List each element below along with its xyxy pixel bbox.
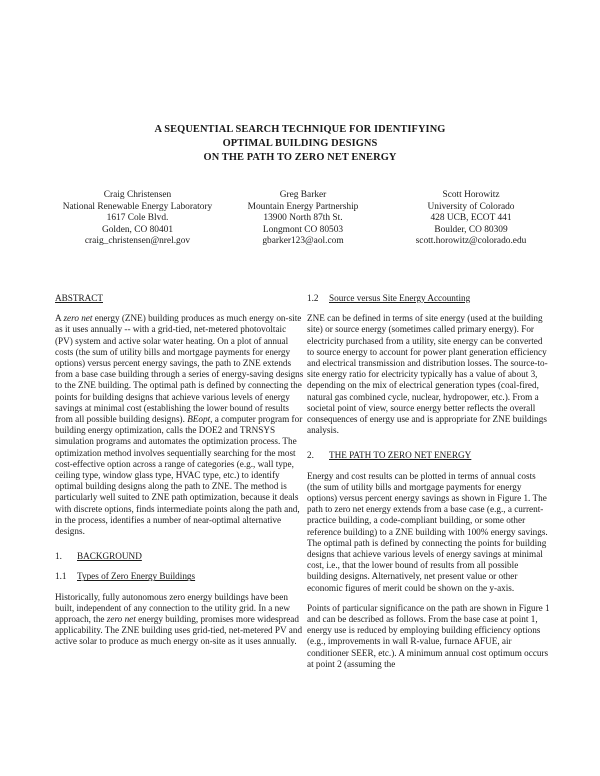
section-2-paragraph: Points of particular significance on the path are shown in Figure 1 and can be described as follows. From the base case at point 1, energy use is reduced by employing building efficiency options (e.g., improvements in wall R-value, furnace AFUE, air conditioner SEER, etc.). A minimum annual cost optimum occurs at point 2 (assuming the xyxy=(307,602,550,669)
author-address: Golden, CO 80401 xyxy=(101,224,174,235)
author-block xyxy=(55,190,220,248)
title-line: ON THE PATH TO ZERO NET ENERGY xyxy=(203,152,397,163)
section-1-heading xyxy=(55,551,305,562)
author-org: National Renewable Energy Laboratory xyxy=(62,201,213,212)
section-1-2-heading xyxy=(307,293,551,304)
section-number: 2. xyxy=(307,450,314,461)
author-email: scott.horowitz@colorado.edu xyxy=(415,236,527,247)
section-title: Source versus Site Energy Accounting xyxy=(329,293,471,303)
body-text: Historically, fully autonomous zero energy buildings have been built, independent of any connection to the utility grid. In a new approach, the xyxy=(55,591,290,625)
author-address: 428 UCB, ECOT 441 xyxy=(430,213,512,224)
author-address: 1617 Cole Blvd. xyxy=(106,213,169,224)
abstract-heading xyxy=(55,293,305,304)
author-name: Scott Horowitz xyxy=(442,190,500,200)
author-block xyxy=(243,190,363,248)
author-org: Mountain Energy Partnership xyxy=(247,201,359,212)
author-email: craig_christensen@nrel.gov xyxy=(84,236,191,247)
section-2-paragraph: Energy and cost results can be plotted in terms of annual costs (the sum of utility bills and mortgage payments for energy options) versus percent energy savings as shown in Figure 1. The path to zero net energy extends from a base case (e.g., a current-practice building, a code-compliant building, or some other reference building) to a ZNE building with 100% energy savings. The optimal path is defined by connecting the points for building designs that achieve various levels of energy savings at minimal cost, i.e., that the lower bound of results from all possible building designs. Alternatively, net present value or other economic figures of merit could be shown on the y-axis. xyxy=(307,470,548,593)
abstract-italic-term: BEopt xyxy=(187,414,211,425)
author-address: Boulder, CO 80309 xyxy=(434,224,508,235)
section-title: Types of Zero Energy Buildings xyxy=(77,571,196,582)
section-1-2-body: ZNE can be defined in terms of site energy (used at the building site) or source energy (sometimes called primary energy). For electricity purchased from a utility, site energy can be converted to source energy to account for power plant generation efficiency and electrical transmission and distribution losses. The source-to-site energy ratio for electricity typically has a value of about 3, depending on the mix of electrical generation types (coal-fired, natural gas combined cycle, nuclear, hydropower, etc.). From a societal point of view, source energy better reflects the overall consequences of energy use and is appropriate for ZNE buildings analysis. xyxy=(307,313,548,436)
abstract-italic-term: zero net xyxy=(63,313,93,324)
abstract-heading-text: ABSTRACT xyxy=(55,293,103,303)
italic-term: zero net xyxy=(106,614,136,625)
right-column xyxy=(307,293,551,670)
section-title: BACKGROUND xyxy=(77,551,142,562)
paper-title xyxy=(0,123,600,165)
author-org: University of Colorado xyxy=(427,201,515,212)
section-number: 1.2 xyxy=(307,293,319,303)
section-2-heading xyxy=(307,450,551,461)
body-text: energy building, promises more widespread applicability. The ZNE building uses grid-tied, net-metered PV and active solar to produce as much energy on-site as it uses annually. xyxy=(55,614,303,647)
left-column xyxy=(55,293,305,648)
author-name: Craig Christensen xyxy=(103,190,172,200)
author-name: Greg Barker xyxy=(279,190,327,200)
section-1-1-body xyxy=(55,592,305,648)
section-number: 1.1 xyxy=(55,571,67,582)
author-email: gbarker123@aol.com xyxy=(262,236,344,247)
abstract-text: A xyxy=(55,313,64,324)
title-line: A SEQUENTIAL SEARCH TECHNIQUE FOR IDENTIFYING xyxy=(154,124,446,135)
author-block xyxy=(400,190,542,248)
section-number: 1. xyxy=(55,551,62,562)
section-title: THE PATH TO ZERO NET ENERGY xyxy=(329,450,472,461)
author-address: Longmont CO 80503 xyxy=(262,224,344,235)
abstract-text: , a computer program for building energy optimization, calls the DOE2 and TRNSYS simulation programs and automates the optimization process. The optimization method involves sequentially searching for the most cost-effective option across a range of categories (e.g., wall type, ceiling type, window glass type, HVAC type, etc.) to identify optimal building designs along the path to ZNE. The method is particularly well suited to ZNE path optimization, because it deals with discrete options, finds intermediate points along the path and, in the process, identifies a number of near-optimal alternative designs. xyxy=(55,414,303,537)
title-line: OPTIMAL BUILDING DESIGNS xyxy=(222,138,378,149)
abstract-body xyxy=(55,313,305,537)
section-1-1-heading xyxy=(55,571,305,582)
abstract-text: energy (ZNE) building produces as much energy on-site as it uses annually -- with a grid-tied, net-metered photovoltaic (PV) system and active solar water heating. On a plot of annual costs (the sum of utility bills and mortgage payments for energy options) versus percent energy savings, the path to ZNE extends from a base case building through a series of energy-saving designs to the ZNE building. The optimal path is defined by connecting the points for building designs that achieve various levels of energy savings at minimal cost (establishing the lower bound of results from all possible building designs). xyxy=(55,313,304,425)
author-address: 13900 North 87th St. xyxy=(263,213,343,224)
